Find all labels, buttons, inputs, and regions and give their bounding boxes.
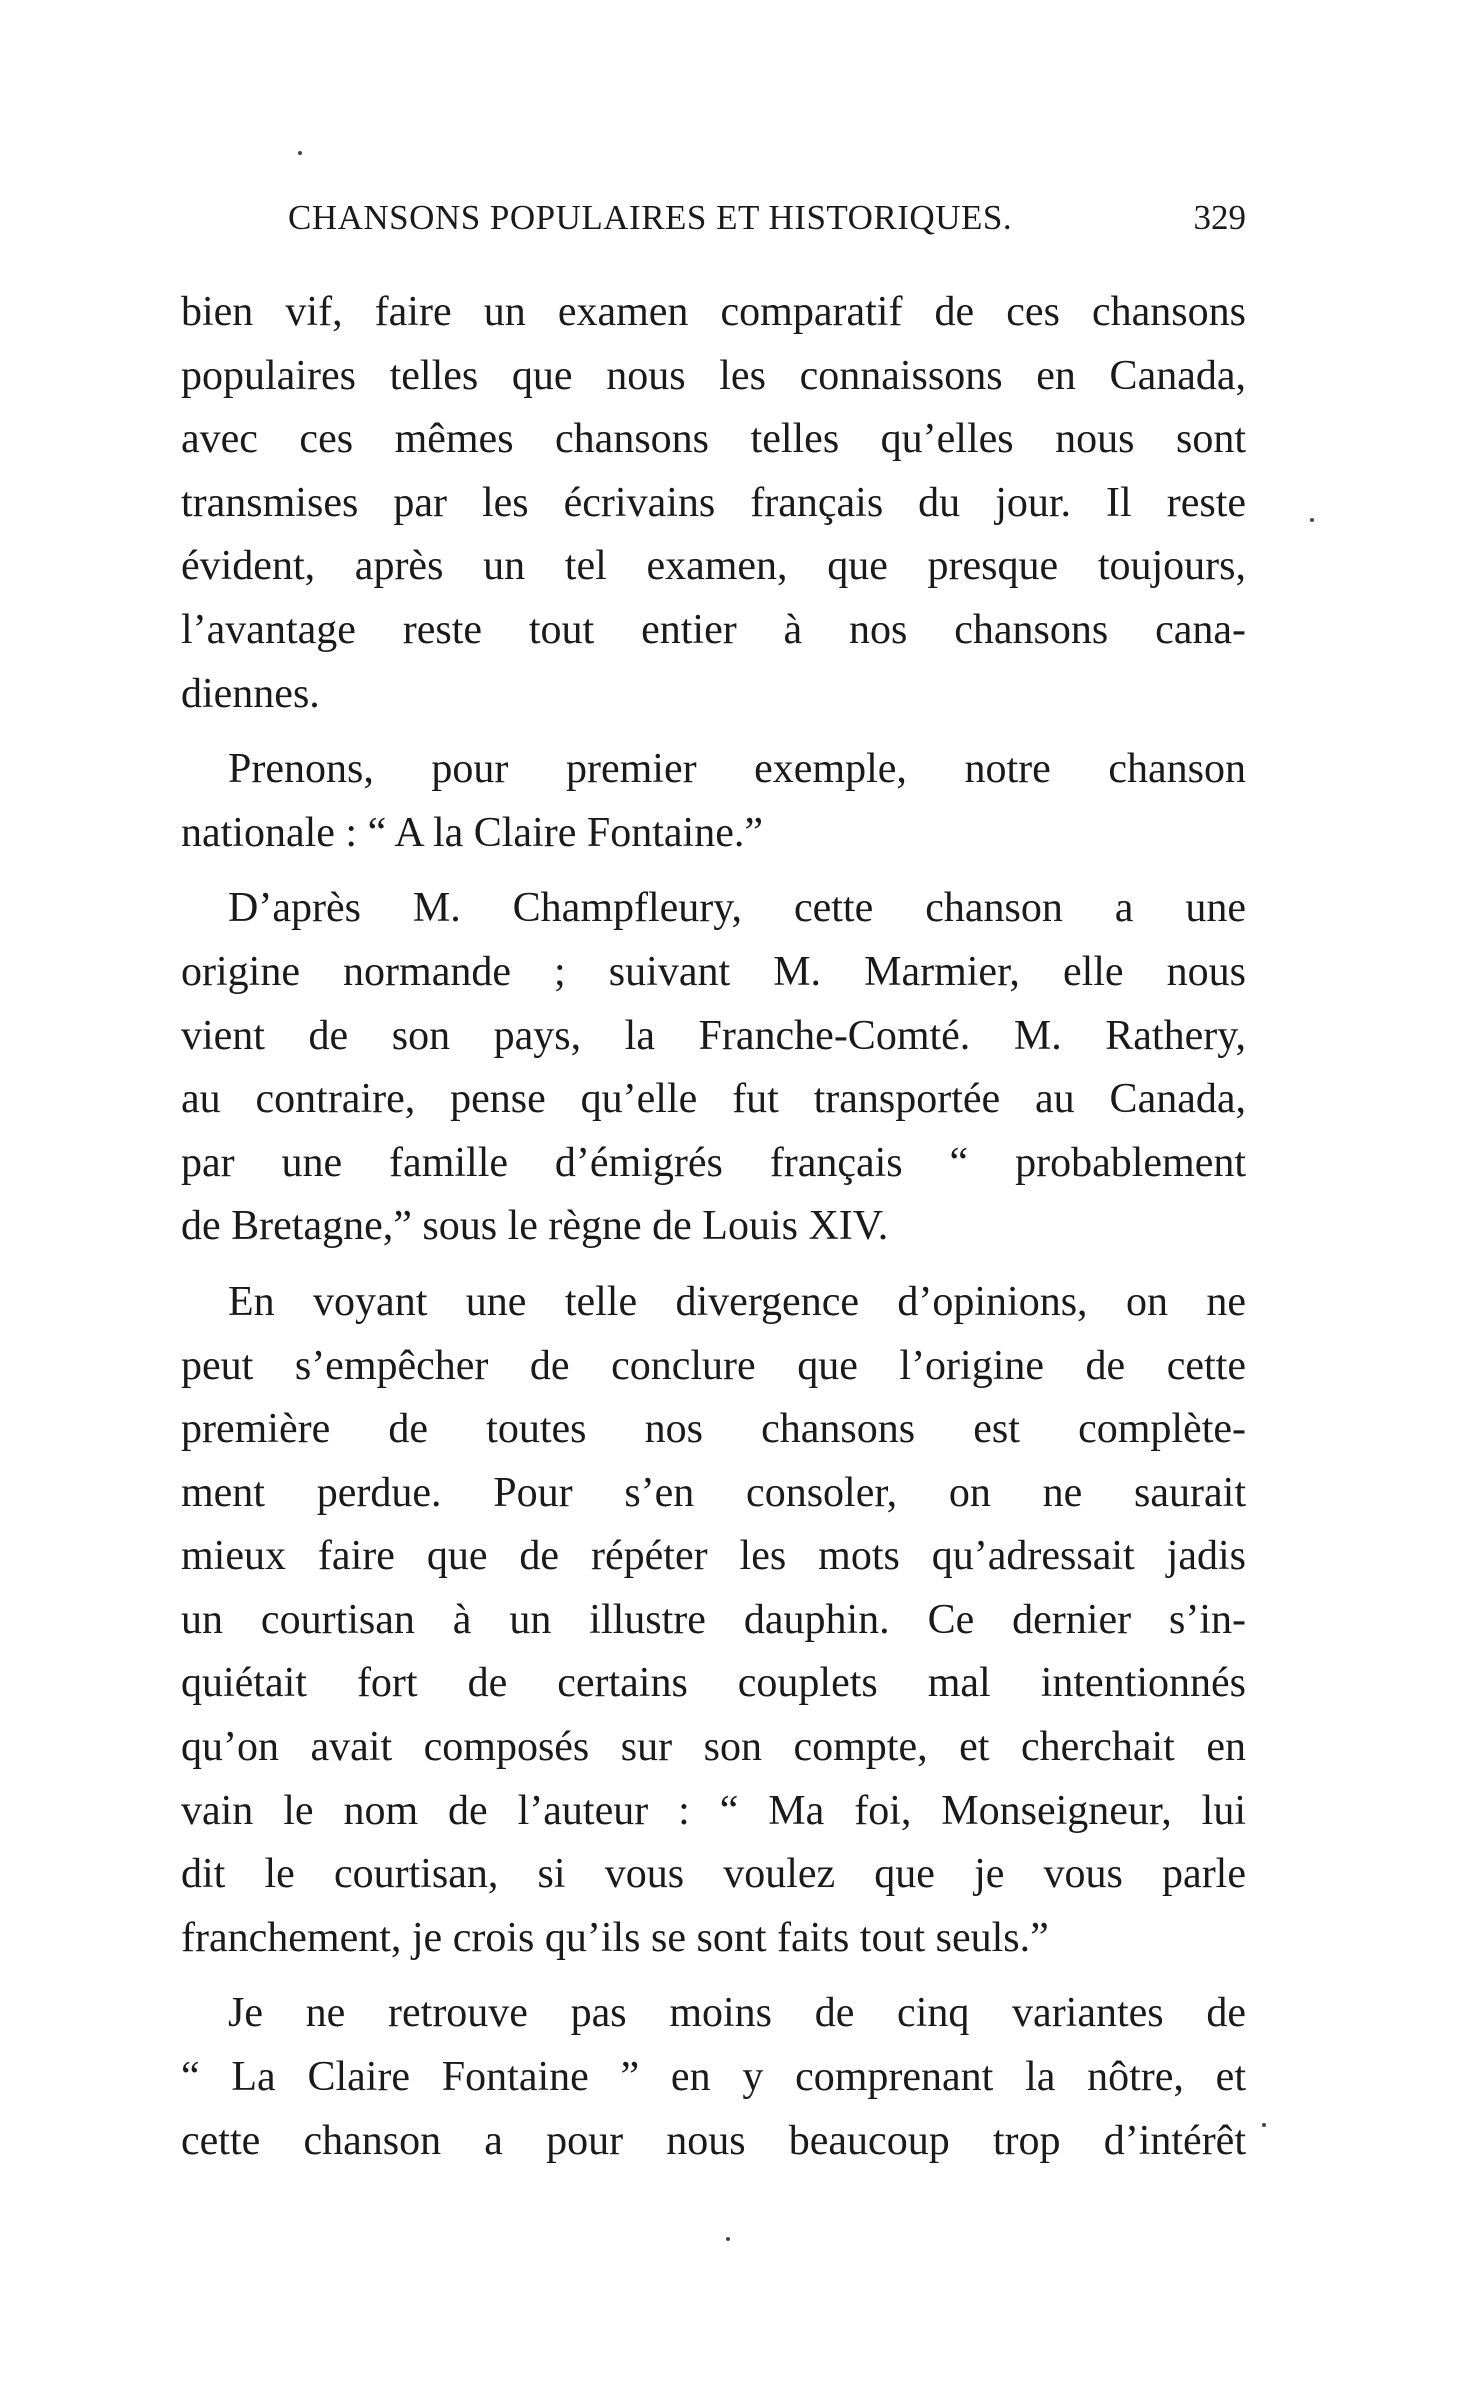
text-line: franchement, je crois qu’ils se sont faits tout seuls.” [181,1914,1049,1961]
text-line: D’après M. Champfleury, cette chanson a une [228,885,1246,932]
text-line: avec ces mêmes chansons telles qu’elles nous sont [181,416,1246,463]
text-line: Je ne retrouve pas moins de cinq variantes de [228,1990,1246,2037]
paragraph [181,281,1246,726]
text-line: vain le nom de l’auteur : “ Ma foi, Monseigneur, lui [181,1787,1246,1834]
text-line: un courtisan à un illustre dauphin. Ce dernier s’in- [181,1596,1246,1643]
text-line: dit le courtisan, si vous voulez que je vous parle [181,1851,1246,1898]
text-line: cette chanson a pour nous beaucoup trop d’intérêt [181,2117,1246,2164]
text-line: origine normande ; suivant M. Marmier, elle nous [181,948,1246,995]
text-line: nationale : “ A la Claire Fontaine.” [181,809,763,856]
ink-speck [1262,2123,1266,2127]
body-text [181,281,1246,2173]
text-line: Prenons, pour premier exemple, notre chanson [228,746,1246,793]
text-line: au contraire, pense qu’elle fut transportée au Canada, [181,1076,1246,1123]
text-line: bien vif, faire un examen comparatif de ces chansons [181,289,1246,335]
text-line: par une famille d’émigrés français “ probablement [181,1139,1246,1186]
text-line: ment perdue. Pour s’en consoler, on ne saurait [181,1469,1246,1516]
ink-speck [726,2237,730,2241]
text-line: première de toutes nos chansons est complète- [181,1406,1246,1453]
page-number: 329 [1193,198,1246,237]
text-line: évident, après un tel examen, que presque toujours, [181,543,1246,590]
text-line: quiétait fort de certains couplets mal intentionnés [181,1660,1246,1707]
text-line: l’avantage reste tout entier à nos chansons cana- [181,606,1246,653]
text-line: “ La Claire Fontaine ” en y comprenant la nôtre, et [181,2054,1246,2101]
text-line: En voyant une telle divergence d’opinions, on ne [228,1278,1246,1325]
paragraph [181,1982,1246,2173]
paragraph [181,877,1246,1259]
text-line: de Bretagne,” sous le règne de Louis XIV. [181,1203,889,1250]
page-header [288,198,1246,244]
text-line: qu’on avait composés sur son compte, et cherchait en [181,1724,1246,1771]
paragraph [181,738,1246,865]
text-line: vient de son pays, la Franche-Comté. M. Rathery, [181,1012,1246,1059]
text-line: populaires telles que nous les connaissons en Canada, [181,352,1246,399]
paragraph [181,1271,1246,1971]
text-line: diennes. [181,670,320,717]
text-line: mieux faire que de répéter les mots qu’adressait jadis [181,1533,1246,1580]
text-line: peut s’empêcher de conclure que l’origine de cette [181,1342,1246,1389]
ink-speck [1310,518,1314,522]
running-title: CHANSONS POPULAIRES ET HISTORIQUES. [288,198,1013,237]
ink-speck [298,151,302,155]
text-line: transmises par les écrivains français du jour. Il reste [181,479,1246,526]
